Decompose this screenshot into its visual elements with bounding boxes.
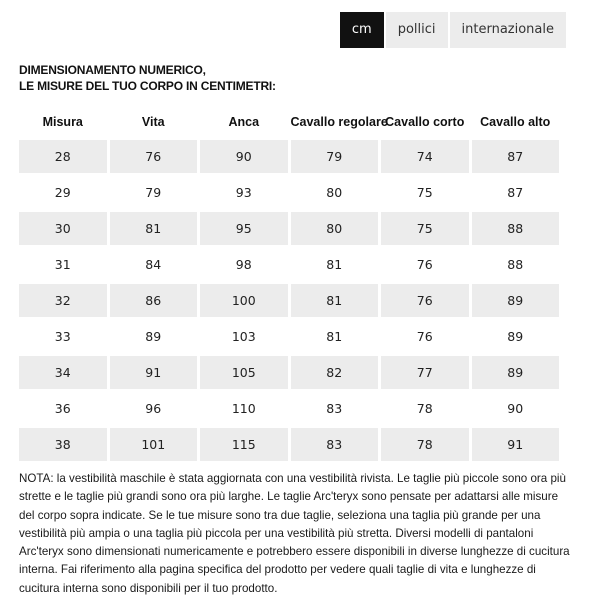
table-row	[19, 356, 559, 389]
table-cell: 29	[19, 176, 107, 209]
table-cell: 98	[200, 248, 288, 281]
table-cell: 33	[19, 320, 107, 353]
table-cell: 81	[110, 212, 198, 245]
table-cell: 30	[19, 212, 107, 245]
table-cell: 83	[291, 428, 379, 461]
table-cell: 90	[200, 140, 288, 173]
table-row	[19, 248, 559, 281]
table-cell: 87	[472, 176, 560, 209]
table-cell: 79	[291, 140, 379, 173]
table-cell: 89	[110, 320, 198, 353]
column-header-cavallo-corto: Cavallo corto	[385, 114, 465, 129]
column-header-misura: Misura	[42, 114, 83, 129]
table-row	[19, 320, 559, 353]
table-row	[19, 392, 559, 425]
table-cell: 91	[110, 356, 198, 389]
column-header-vita: Vita	[141, 114, 165, 129]
table-cell: 77	[381, 356, 469, 389]
table-row	[19, 284, 559, 317]
table-cell: 34	[19, 356, 107, 389]
size-table	[16, 103, 562, 464]
table-cell: 87	[472, 140, 560, 173]
table-cell: 79	[110, 176, 198, 209]
table-cell: 90	[472, 392, 560, 425]
table-row	[19, 428, 559, 461]
table-cell: 32	[19, 284, 107, 317]
table-cell: 81	[291, 284, 379, 317]
table-row	[19, 212, 559, 245]
column-header-cavallo-alto: Cavallo alto	[480, 114, 551, 129]
table-cell: 28	[19, 140, 107, 173]
table-cell: 101	[110, 428, 198, 461]
tab-internazionale[interactable]: internazionale	[450, 12, 566, 48]
table-cell: 76	[381, 248, 469, 281]
tab-cm[interactable]: cm	[340, 12, 384, 48]
table-cell: 83	[291, 392, 379, 425]
table-cell: 76	[110, 140, 198, 173]
table-row	[19, 140, 559, 173]
tab-pollici[interactable]: pollici	[386, 12, 448, 48]
table-header-row	[19, 106, 559, 137]
heading-line-1: DIMENSIONAMENTO NUMERICO,	[19, 63, 206, 77]
table-cell: 82	[291, 356, 379, 389]
table-cell: 86	[110, 284, 198, 317]
table-cell: 96	[110, 392, 198, 425]
table-cell: 89	[472, 284, 560, 317]
table-cell: 74	[381, 140, 469, 173]
table-cell: 110	[200, 392, 288, 425]
table-cell: 115	[200, 428, 288, 461]
table-row	[19, 176, 559, 209]
table-cell: 91	[472, 428, 560, 461]
table-cell: 93	[200, 176, 288, 209]
table-cell: 80	[291, 176, 379, 209]
unit-tabs	[340, 12, 566, 48]
table-cell: 38	[19, 428, 107, 461]
table-cell: 36	[19, 392, 107, 425]
fit-note: NOTA: la vestibilità maschile è stata aggiornata con una vestibilità rivista. Le taglie più piccole sono ora più strette e le taglie più grandi sono ora più larghe. Le taglie Arc'teryx sono pensate per adattarsi alle misure del corpo sopra indicate. Se le tue misure sono tra due taglie, seleziona una taglia più grande per una vestibilità più ampia o una taglia più piccola per una vestibilità più stretta. Diversi modelli di pantaloni Arc'teryx sono dimensionati numericamente e potrebbero essere disponibili in diverse lunghezze di cucitura interna. Fai riferimento alla pagina specifica del prodotto per vedere quali taglie di vita e lunghezze di cucitura interna sono disponibili per il tuo prodotto.	[19, 472, 570, 595]
table-cell: 95	[200, 212, 288, 245]
column-header-cavallo-regolare: Cavallo regolare	[290, 114, 388, 129]
table-cell: 88	[472, 212, 560, 245]
table-cell: 78	[381, 428, 469, 461]
table-cell: 81	[291, 320, 379, 353]
table-cell: 84	[110, 248, 198, 281]
size-chart-heading	[19, 62, 276, 94]
table-cell: 88	[472, 248, 560, 281]
table-cell: 89	[472, 320, 560, 353]
table-cell: 78	[381, 392, 469, 425]
table-cell: 89	[472, 356, 560, 389]
column-header-anca: Anca	[228, 114, 260, 129]
table-cell: 75	[381, 176, 469, 209]
table-cell: 100	[200, 284, 288, 317]
table-cell: 75	[381, 212, 469, 245]
table-cell: 103	[200, 320, 288, 353]
table-cell: 81	[291, 248, 379, 281]
heading-line-2: LE MISURE DEL TUO CORPO IN CENTIMETRI:	[19, 79, 276, 93]
table-cell: 76	[381, 320, 469, 353]
table-cell: 80	[291, 212, 379, 245]
table-cell: 105	[200, 356, 288, 389]
table-cell: 76	[381, 284, 469, 317]
table-cell: 31	[19, 248, 107, 281]
